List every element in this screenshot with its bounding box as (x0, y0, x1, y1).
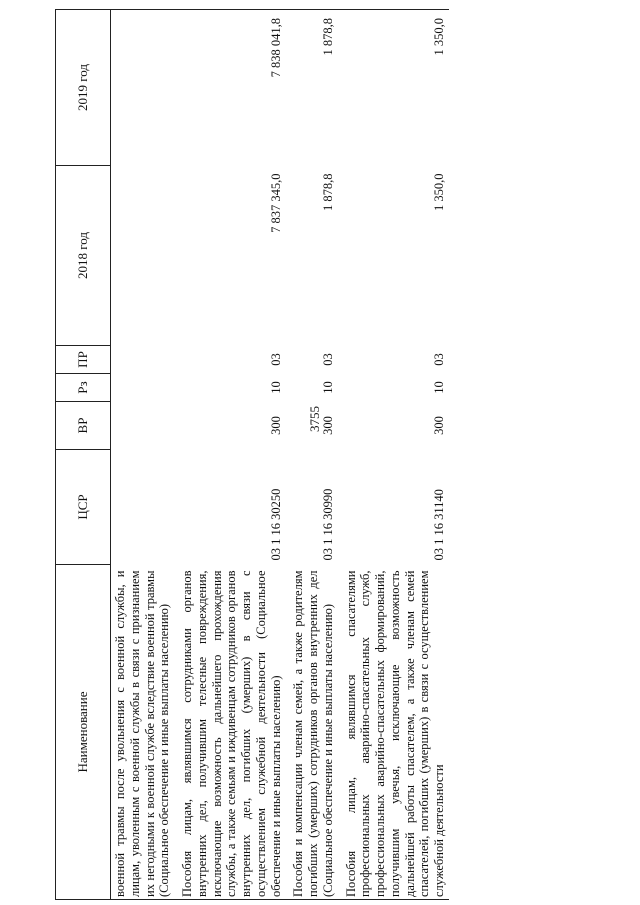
row-vr: 300 (268, 416, 283, 435)
row-2018 (111, 166, 175, 346)
row-2019: 1 350,0 (338, 10, 449, 166)
header-name: Наименование (56, 565, 111, 900)
row-pr: 03 (268, 353, 283, 366)
row-2018: 1 350,0 (432, 173, 446, 211)
row-pr: 03 (320, 353, 335, 366)
row-csr: 03 1 16 30250 (268, 488, 283, 561)
header-vr: ВР (56, 402, 111, 450)
row-rz: 10 (268, 381, 283, 394)
table-row (285, 10, 337, 900)
row-2019: 1 878,8 (285, 10, 337, 166)
header-csr: ЦСР (56, 450, 111, 565)
budget-table-container (55, 10, 590, 900)
header-pr: ПР (56, 346, 111, 374)
row-name: военной травмы после увольнения с военной службы, и лицам, уволенным с военной службы в связи с признанием их негодными к военной службе вследствие военной травмы (Социальное обеспечение и иные выплаты населению) (111, 565, 175, 900)
header-rz: Рз (56, 374, 111, 402)
row-2018: 1 878,8 (320, 173, 335, 211)
row-2019 (111, 10, 175, 166)
table-row (111, 10, 175, 900)
row-rz (111, 374, 175, 402)
table-header-row (56, 10, 111, 900)
row-rz: 10 (320, 381, 335, 394)
row-csr: 03 1 16 31140 (432, 489, 446, 561)
row-vr (111, 402, 175, 450)
row-vr: 300 (320, 416, 335, 435)
budget-table (55, 9, 449, 900)
row-2018: 7 837 345,0 (268, 173, 283, 233)
row-2019: 7 838 041,8 (174, 10, 285, 166)
page-number: 3755 (307, 406, 322, 432)
row-csr (111, 450, 175, 565)
row-name: Пособия лицам, являвшимся сотрудниками органов внутренних дел, получившим телесные повреждения, исключающие возможность дальнейшего прохождения службы, а также семьям и иждивенцам сотрудников органов внутренних дел, погибших (умерших) в связи с осуществлением служебной деятельности (Социальное обеспечение и иные выплаты населению) (174, 565, 285, 900)
table-row (338, 10, 449, 900)
row-csr: 03 1 16 30990 (320, 488, 335, 561)
row-vr: 300 (432, 416, 446, 435)
row-pr: 03 (432, 353, 446, 366)
row-name: Пособия лицам, являвшимся спасателями профессиональных аварийно-спасательных служб, профессиональных аварийно-спасательных формирований, получившим увечья, исключающие возможность дальнейшей работы спасателем, а также членам семей спасателей, погибших (умерших) в связи с осуществлением служебной деятельности (338, 565, 449, 900)
row-pr (111, 346, 175, 374)
row-rz: 10 (432, 381, 446, 394)
row-name: Пособия и компенсации членам семей, а также родителям погибших (умерших) сотрудников органов внутренних дел (Социальное обеспечение и иные выплаты населению) (285, 565, 337, 900)
header-2018: 2018 год (56, 166, 111, 346)
table-row (174, 10, 285, 900)
header-2019: 2019 год (56, 10, 111, 166)
